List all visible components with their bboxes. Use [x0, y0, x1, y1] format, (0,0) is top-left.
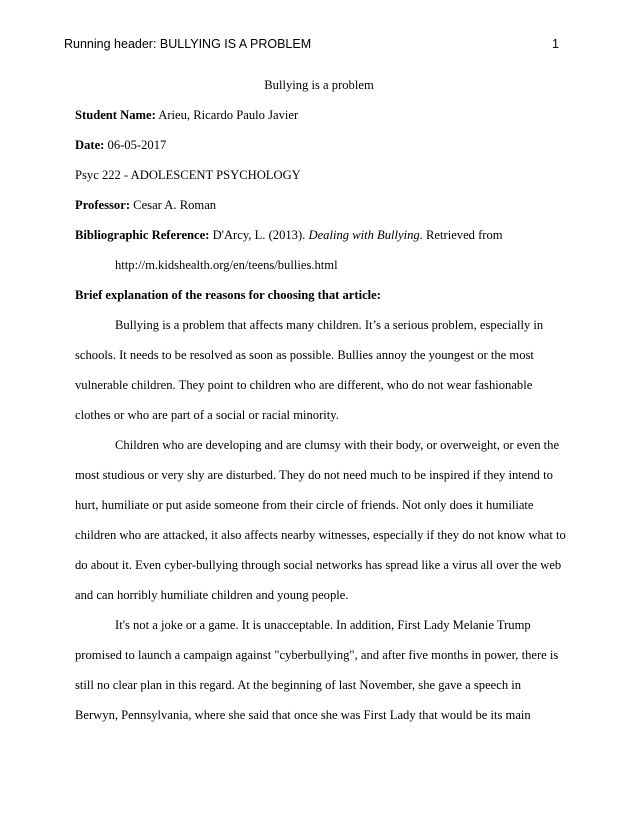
course-line: Psyc 222 - ADOLESCENT PSYCHOLOGY: [75, 168, 301, 182]
student-name-line: [75, 107, 575, 123]
body-line: most studious or very shy are disturbed. They do not need much to be inspired if they intend to: [75, 468, 553, 482]
body-line: hurt, humiliate or put aside someone from their circle of friends. Not only does it humiliate: [75, 498, 534, 512]
section-heading-text: Brief explanation of the reasons for choosing that article:: [75, 288, 381, 302]
body-line: children who are attacked, it also affects nearby witnesses, especially if they do not know what to: [75, 528, 566, 542]
student-name-value: Arieu, Ricardo Paulo Javier: [155, 108, 299, 122]
student-name-label: Student Name:: [75, 108, 156, 122]
body-line: still no clear plan in this regard. At the beginning of last November, she gave a speech in: [75, 678, 522, 692]
professor-line: [75, 197, 575, 213]
body-line: and can horribly humiliate children and young people.: [75, 588, 349, 602]
reference-title: Dealing with Bullying.: [308, 228, 423, 242]
date-line: [75, 137, 575, 153]
date-value: 06-05-2017: [104, 138, 167, 152]
body-line: vulnerable children. They point to children who are different, who do not wear fashionable: [75, 378, 533, 392]
document-title: Bullying is a problem: [264, 78, 374, 92]
running-header-text: Running header: BULLYING IS A PROBLEM: [64, 37, 312, 51]
professor-label: Professor:: [75, 198, 131, 212]
page-number: 1: [552, 37, 559, 51]
reference-post: Retrieved from: [422, 228, 503, 242]
body-line: do about it. Even cyber-bullying through social networks has spread like a virus all over the web: [75, 558, 562, 572]
professor-value: Cesar A. Roman: [130, 198, 217, 212]
body-line: Berwyn, Pennsylvania, where she said that once she was First Lady that would be its main: [75, 708, 531, 722]
body-line: Bullying is a problem that affects many children. It’s a serious problem, especially in: [115, 318, 544, 332]
reference-label: Bibliographic Reference:: [75, 228, 210, 242]
section-heading: [75, 287, 575, 303]
body-line: clothes or who are part of a social or racial minority.: [75, 408, 339, 422]
body-line: Children who are developing and are clumsy with their body, or overweight, or even the: [115, 438, 560, 452]
reference-line: [75, 227, 575, 243]
running-header: [64, 37, 559, 57]
body-line: It's not a joke or a game. It is unacceptable. In addition, First Lady Melanie Trump: [115, 618, 531, 632]
reference-pre: D'Arcy, L. (2013).: [209, 228, 309, 242]
date-label: Date:: [75, 138, 105, 152]
body-line: promised to launch a campaign against "cyberbullying", and after five months in power, there is: [75, 648, 559, 662]
reference-url: http://m.kidshealth.org/en/teens/bullies.html: [115, 258, 338, 272]
body-line: schools. It needs to be resolved as soon as possible. Bullies annoy the youngest or the most: [75, 348, 534, 362]
